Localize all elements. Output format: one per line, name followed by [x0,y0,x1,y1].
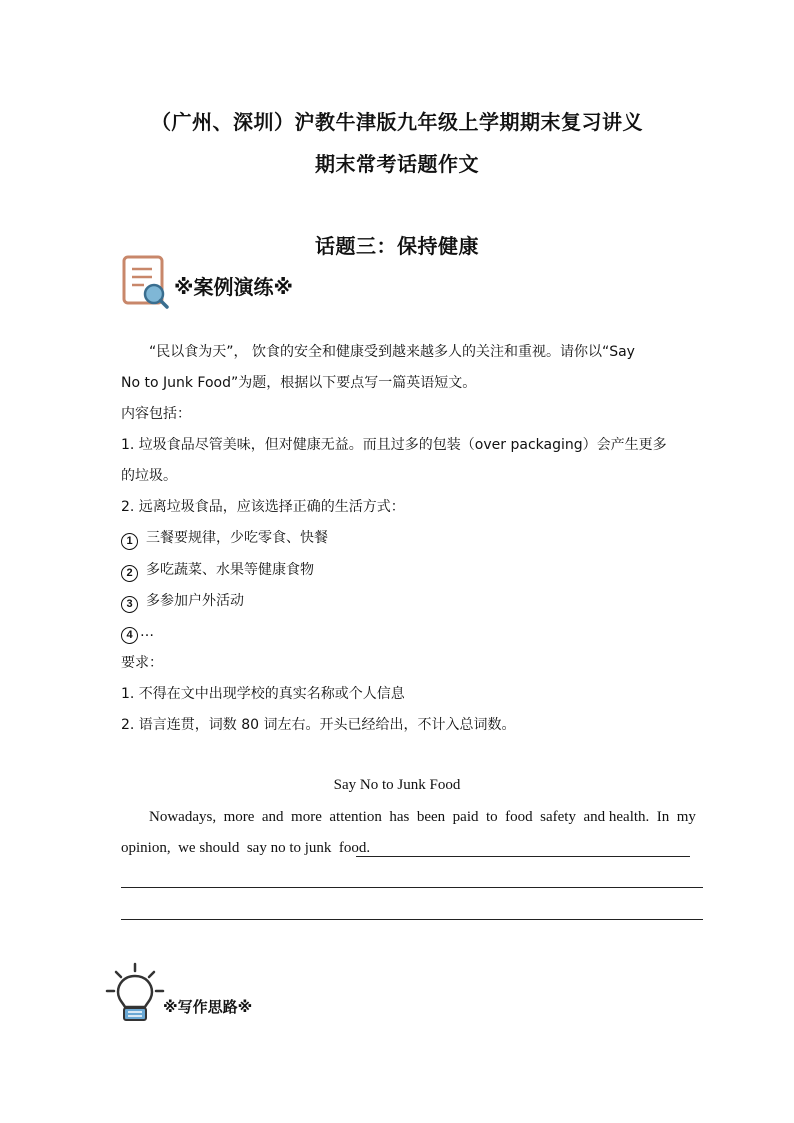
circled-number: 4 [121,627,138,644]
sub-point-text: … [140,624,154,640]
answer-line[interactable] [121,887,703,888]
requirements-label: 要求： [121,655,163,671]
prompt-intro-line1: “民以食为天”， 饮食的安全和健康受到越来越多人的关注和重视。请你以“Say [149,344,635,360]
sub-point-text: 多参加户外活动 [146,593,244,609]
sub-point-text: 三餐要规律，少吃零食、快餐 [146,530,328,546]
sub-point-2 [121,560,314,582]
writing-section-title: ※写作思路※ [163,998,253,1016]
document-title: （广州、深圳）沪教牛津版九年级上学期期末复习讲义 [151,110,643,134]
content-point-1-line1: 1. 垃圾食品尽管美味，但对健康无益。而且过多的包装（over packaging）会产生更多 [121,437,667,453]
document-magnifier-icon [122,255,170,309]
content-point-1-line2: 的垃圾。 [121,468,177,484]
sub-point-1 [121,528,328,550]
content-point-2: 2. 远离垃圾食品，应该选择正确的生活方式： [121,499,405,515]
document-subtitle: 期末常考话题作文 [315,152,479,176]
topic-heading: 话题三：保持健康 [315,234,479,258]
case-section-title: ※案例演练※ [174,275,293,299]
sub-point-4 [121,622,154,644]
answer-line[interactable] [356,856,690,857]
content-label: 内容包括： [121,406,191,422]
circled-number: 2 [121,565,138,582]
requirement-2: 2. 语言连贯，词数 80 词左右。开头已经给出，不计入总词数。 [121,717,516,733]
lightbulb-icon [104,962,166,1024]
essay-title: Say No to Junk Food [333,777,461,793]
essay-opening-line1: Nowadays, more and more attention has been paid to food safety and health. In my [149,809,696,825]
circled-number: 1 [121,533,138,550]
sub-point-3 [121,591,244,613]
circled-number: 3 [121,596,138,613]
answer-line[interactable] [121,919,703,920]
sub-point-text: 多吃蔬菜、水果等健康食物 [146,562,314,578]
essay-opening-line2: opinion, we should say no to junk food. [121,840,371,856]
prompt-intro-line2: No to Junk Food”为题，根据以下要点写一篇英语短文。 [121,375,477,391]
requirement-1: 1. 不得在文中出现学校的真实名称或个人信息 [121,686,405,702]
